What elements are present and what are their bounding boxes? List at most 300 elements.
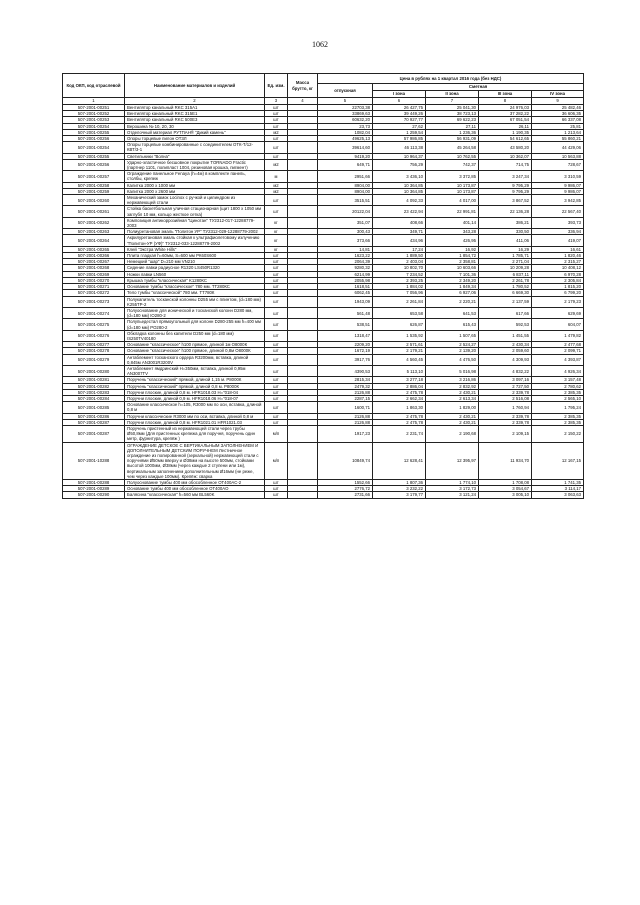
cell-zone3-price: 2 430,34	[479, 342, 532, 348]
cell-zone4-price: 2 477,68	[532, 342, 584, 348]
price-table	[62, 73, 584, 499]
cell-release-price: 1552,66	[318, 480, 373, 486]
cell-name: Ограждение панельное Fenaya (h=4м) в комплекте панель, столбы, крепеж	[125, 171, 265, 182]
cell-zone1-price: 23 422,94	[373, 206, 426, 217]
cell-release-price: 4390,53	[318, 365, 373, 376]
cell-zone3-price: 411,06	[479, 235, 532, 246]
cell-unit: м2	[265, 188, 288, 194]
cell-release-price: 10849,74	[318, 442, 373, 479]
cell-name: Поручни классические R3000 мм по оси, вставка, длиной 0,8 м	[125, 413, 265, 419]
cell-unit: м/п	[265, 425, 288, 442]
cell-name: Тело тумбы "классической" 780 мм. TT780К	[125, 290, 265, 296]
cell-code: 507-2001-00254	[63, 123, 125, 129]
cell-name: Полукапитель тосканской колонны D255 мм с плинтом, (d=180 мм) K255ТР-2	[125, 296, 265, 307]
cell-release-price: 351,07	[318, 217, 373, 228]
table-row	[63, 492, 584, 498]
cell-zone4-price: 2 385,35	[532, 389, 584, 395]
cell-unit: шт	[265, 206, 288, 217]
cell-release-price: 2776,72	[318, 486, 373, 492]
cell-zone1-price: 653,58	[373, 307, 426, 318]
cell-release-price: 9419,20	[318, 153, 373, 159]
cell-name: Вентилятор канальный RKC 315A1	[125, 105, 265, 111]
table-row	[63, 142, 584, 153]
cell-unit: шт	[265, 111, 288, 117]
cell-zone4-price: 25,81	[532, 123, 584, 129]
cell-zone3-price: 4 832,22	[479, 365, 532, 376]
cell-zone1-price: 1 259,54	[373, 129, 426, 135]
cell-code: 507-2001-00263	[63, 229, 125, 235]
cell-zone1-price: 626,87	[373, 319, 426, 330]
cell-zone3-price: 6 837,11	[479, 271, 532, 277]
cell-zone1-price: 2 475,78	[373, 419, 426, 425]
cell-unit: м	[265, 171, 288, 182]
cell-release-price: 1600,71	[318, 402, 373, 413]
cell-name: Основание "классическое" h100 прямое, длиной 0,8м O8000К	[125, 348, 265, 354]
cell-zone2-price: 2 832,92	[426, 383, 479, 389]
cell-zone3-price: 3 247,34	[479, 171, 532, 182]
header-estimate: Сметная	[373, 84, 584, 91]
cell-unit: шт	[265, 259, 288, 265]
cell-release-price: 2815,34	[318, 377, 373, 383]
cell-code: 507-2001-00266	[63, 253, 125, 259]
cell-zone3-price: 2 109,15	[479, 425, 532, 442]
cell-name: Калитка 2000 x 2600 мм	[125, 188, 265, 194]
cell-zone1-price: 5 113,10	[373, 365, 426, 376]
cell-code: 507-2001-10288	[63, 442, 125, 479]
cell-code: 507-2001-00269	[63, 271, 125, 277]
cell-name: Композиция антикоррозийная "Цинотан" ТУ2312-017-12288779-2003	[125, 217, 265, 228]
cell-zone2-price: 5 016,98	[426, 365, 479, 376]
cell-zone2-price: 16,92	[426, 246, 479, 252]
cell-zone2-price: 2 430,21	[426, 389, 479, 395]
column-number: 7	[426, 98, 479, 105]
cell-code: 507-2001-00276	[63, 330, 125, 341]
cell-zone3-price: 2 261,78	[479, 277, 532, 283]
cell-unit: шт	[265, 365, 288, 376]
header-zone1: I зона	[373, 91, 426, 98]
cell-release-price: 9280,32	[318, 265, 373, 271]
cell-mass	[288, 330, 318, 341]
cell-zone3-price: 2 271,04	[479, 259, 532, 265]
cell-zone1-price: 1 807,36	[373, 480, 426, 486]
table-row	[63, 159, 584, 170]
cell-unit: шт	[265, 142, 288, 153]
cell-zone3-price: 330,50	[479, 229, 532, 235]
cell-zone3-price: 10 362,07	[479, 153, 532, 159]
cell-zone3-price: 6 669,30	[479, 290, 532, 296]
cell-zone2-price: 1 854,72	[426, 253, 479, 259]
cell-name: Немецкий "шар" D=210 мм VN210	[125, 259, 265, 265]
cell-zone4-price: 336,94	[532, 229, 584, 235]
cell-release-price: 33869,63	[318, 111, 373, 117]
header-mass: Масса брутто, кг	[288, 74, 318, 98]
cell-mass	[288, 354, 318, 365]
cell-zone1-price: 1 863,30	[373, 402, 426, 413]
cell-release-price: 2287,15	[318, 395, 373, 401]
cell-unit: шт	[265, 153, 288, 159]
cell-code: 507-2001-00253	[63, 117, 125, 123]
cell-zone1-price: 2 475,78	[373, 413, 426, 419]
column-number-row	[63, 98, 584, 105]
cell-release-price: 6062,45	[318, 290, 373, 296]
cell-code: 507-2001-00280	[63, 365, 125, 376]
column-number: 8	[479, 98, 532, 105]
cell-zone3-price: 16,29	[479, 246, 532, 252]
cell-name: Ударно-эластичное бесшовное покрытие TORNADO Fractic (партнер 1101, полипласт 1004, резиновая крошка, пигмент)	[125, 159, 265, 170]
cell-zone4-price: 36 606,35	[532, 111, 584, 117]
cell-name: Опоры торцевые комбинированные с соединителем ОТК-Т/12-КВТ/3-1	[125, 142, 265, 153]
cell-release-price: 2064,39	[318, 259, 373, 265]
cell-zone1-price: 2 403,04	[373, 259, 426, 265]
cell-release-price: 8904,00	[318, 182, 373, 188]
cell-zone2-price: 7 101,36	[426, 271, 479, 277]
cell-name: Акрилуретановая эмаль стойкая к ультрафиолетовому излучению "Политон-УР (УФ)" ТУ2312-033-12288779-2002	[125, 235, 265, 246]
cell-name: Плита гладкая h=60мм, S=600 мм РК60S600	[125, 253, 265, 259]
cell-zone1-price: 7 056,96	[373, 290, 426, 296]
cell-zone4-price: 3 310,59	[532, 171, 584, 182]
cell-release-price: 2951,66	[318, 171, 373, 182]
cell-code: 507-2001-00254	[63, 142, 125, 153]
cell-zone3-price: 1 780,52	[479, 284, 532, 290]
cell-unit: шт	[265, 419, 288, 425]
column-number: 5	[318, 98, 373, 105]
cell-zone1-price: 10 364,85	[373, 182, 426, 188]
cell-code: 507-2001-00277	[63, 342, 125, 348]
cell-zone2-price: 2 430,21	[426, 413, 479, 419]
column-number: 4	[288, 98, 318, 105]
cell-zone4-price: 2 179,23	[532, 296, 584, 307]
table-row	[63, 235, 584, 246]
cell-name: Антаблемент ямдринский H=350мм, вставка, длиной 0,95м AN3007TV	[125, 365, 265, 376]
cell-zone2-price: 1 507,65	[426, 330, 479, 341]
cell-zone3-price: 592,53	[479, 319, 532, 330]
table-row	[63, 195, 584, 206]
cell-release-price: 1623,22	[318, 253, 373, 259]
cell-code: 507-2001-00282	[63, 383, 125, 389]
column-number: 3	[265, 98, 288, 105]
cell-zone1-price: 27,62	[373, 123, 426, 129]
cell-zone1-price: 3 436,10	[373, 171, 426, 182]
cell-code: 507-2001-00279	[63, 354, 125, 365]
cell-code: 507-2001-00267	[63, 259, 125, 265]
cell-zone3-price: 3 054,67	[479, 486, 532, 492]
cell-zone3-price: 1 451,55	[479, 330, 532, 341]
cell-release-price: 6214,99	[318, 271, 373, 277]
table-row	[63, 354, 584, 365]
cell-unit: шт	[265, 117, 288, 123]
cell-unit: шт	[265, 492, 288, 498]
cell-zone2-price: 641,53	[426, 307, 479, 318]
cell-name: Клей "Экстра White Hills"	[125, 246, 265, 252]
cell-unit: шт	[265, 277, 288, 283]
cell-zone2-price: 4 476,50	[426, 354, 479, 365]
cell-release-price: 39614,60	[318, 142, 373, 153]
cell-zone1-price: 2 886,04	[373, 383, 426, 389]
cell-name: Поручень "классический" прямой, длиной 1,15 м. P8000К	[125, 377, 265, 383]
cell-release-price: 300,43	[318, 229, 373, 235]
cell-code: 507-2001-00285	[63, 402, 125, 413]
cell-zone2-price: 10 173,87	[426, 188, 479, 194]
cell-unit: шт	[265, 486, 288, 492]
cell-zone2-price: 3 121,24	[426, 492, 479, 498]
cell-zone3-price: 54 612,65	[479, 136, 532, 142]
cell-zone1-price: 2 571,61	[373, 342, 426, 348]
cell-name: Полиуретановая эмаль "Политон УР" ТУ2312-029-12288779-2002	[125, 229, 265, 235]
cell-unit: шт	[265, 284, 288, 290]
cell-zone1-price: 3 179,77	[373, 492, 426, 498]
cell-unit: шт	[265, 265, 288, 271]
cell-unit: шт	[265, 383, 288, 389]
cell-zone3-price: 43 580,20	[479, 142, 532, 153]
cell-name: Ножки лавки LN560	[125, 271, 265, 277]
cell-zone1-price: 4 560,45	[373, 354, 426, 365]
cell-mass	[288, 195, 318, 206]
cell-unit: кг	[265, 217, 288, 228]
cell-zone4-price: 12 167,15	[532, 442, 584, 479]
cell-code: 507-2001-00283	[63, 389, 125, 395]
cell-code: 507-2001-00256	[63, 136, 125, 142]
cell-code: 507-2001-00257	[63, 171, 125, 182]
cell-mass	[288, 296, 318, 307]
cell-zone4-price: 25 482,46	[532, 105, 584, 111]
cell-unit: шт	[265, 123, 288, 129]
cell-zone1-price: 434,96	[373, 235, 426, 246]
cell-code: 507-2001-00270	[63, 277, 125, 283]
cell-zone4-price: 6 970,28	[532, 271, 584, 277]
cell-name: Крышка тумбы "классическая" K1280КС	[125, 277, 265, 283]
cell-name: Поручни плоские, длиной 0,8 м. HFR1021.01 HFR1021.03	[125, 419, 265, 425]
cell-name: Вентилятор канальный RKC 500E3	[125, 117, 265, 123]
cell-zone3-price: 26,11	[479, 123, 532, 129]
cell-name: Поручни плоские, длиной 0,9 м. HFR1018.06 H="018-07	[125, 395, 265, 401]
cell-zone3-price: 67 051,54	[479, 117, 532, 123]
table-row	[63, 365, 584, 376]
cell-zone1-price: 2 475,78	[373, 389, 426, 395]
cell-unit: шт	[265, 195, 288, 206]
cell-zone1-price: 2 231,74	[373, 425, 426, 442]
cell-unit: шт	[265, 253, 288, 259]
cell-code: 507-2001-00288	[63, 480, 125, 486]
cell-zone3-price: 24 976,03	[479, 105, 532, 111]
cell-zone2-price: 56 931,09	[426, 136, 479, 142]
cell-name: Калитка 2000 x 1000 мм	[125, 182, 265, 188]
cell-code: 507-2001-00281	[63, 377, 125, 383]
cell-release-price: 1618,51	[318, 284, 373, 290]
cell-release-price: 2055,98	[318, 277, 373, 283]
page-number: 1062	[312, 40, 328, 49]
cell-zone4-price: 3 114,17	[532, 486, 584, 492]
cell-mass	[288, 442, 318, 479]
cell-unit: шт	[265, 342, 288, 348]
header-name: Наименование материалов и изделий	[125, 74, 265, 98]
cell-name: Сидение лавки радиусное R1320 LS450R1320	[125, 265, 265, 271]
cell-unit: шт	[265, 348, 288, 354]
cell-code: 507-2001-00255	[63, 153, 125, 159]
cell-release-price: 49625,13	[318, 136, 373, 142]
table-body	[63, 105, 584, 499]
cell-zone4-price: 2 150,22	[532, 425, 584, 442]
cell-zone1-price: 10 364,85	[373, 188, 426, 194]
cell-code: 507-2001-00271	[63, 284, 125, 290]
cell-release-price: 22703,38	[318, 105, 373, 111]
cell-mass	[288, 171, 318, 182]
column-number: 9	[532, 98, 584, 105]
cell-unit: шт	[265, 402, 288, 413]
cell-zone3-price: 9 795,29	[479, 182, 532, 188]
cell-zone1-price: 3 277,18	[373, 377, 426, 383]
cell-zone4-price: 4 393,87	[532, 354, 584, 365]
cell-zone4-price: 2 385,35	[532, 419, 584, 425]
cell-zone2-price: 22 991,81	[426, 206, 479, 217]
cell-zone1-price: 12 628,41	[373, 442, 426, 479]
cell-zone1-price: 10 802,70	[373, 265, 426, 271]
cell-zone1-price: 1 884,02	[373, 284, 426, 290]
cell-release-price: 373,66	[318, 235, 373, 246]
cell-name: Полупьедестал прямоугольный для колонн D280-255 мм h=400 мм (d=180 мм) PO280-2	[125, 319, 265, 330]
cell-release-price: 1672,19	[318, 348, 373, 354]
cell-zone4-price: 1 741,35	[532, 480, 584, 486]
cell-zone4-price: 3 063,63	[532, 492, 584, 498]
cell-release-price: 2126,88	[318, 389, 373, 395]
table-row	[63, 206, 584, 217]
cell-zone3-price: 1 190,35	[479, 129, 532, 135]
cell-zone2-price: 10 762,55	[426, 153, 479, 159]
cell-zone4-price: 9 986,07	[532, 188, 584, 194]
cell-code: 507-2001-00255	[63, 129, 125, 135]
cell-name: Вентилятор канальный RKC 315E1	[125, 111, 265, 117]
cell-zone2-price: 2 358,81	[426, 259, 479, 265]
cell-release-price: 561,48	[318, 307, 373, 318]
cell-code: 507-2001-00251	[63, 105, 125, 111]
cell-zone2-price: 10 173,87	[426, 182, 479, 188]
table-row	[63, 330, 584, 341]
cell-zone1-price: 3 232,22	[373, 486, 426, 492]
cell-release-price: 2731,66	[318, 492, 373, 498]
cell-name: Поручни плоские, длиной 0,8 м. HFR1018.03 H="018-04	[125, 389, 265, 395]
cell-release-price: 2479,32	[318, 383, 373, 389]
cell-unit: м/п	[265, 442, 288, 479]
cell-zone2-price: 1 849,34	[426, 284, 479, 290]
cell-name: Опоры торцевые пилон ОТ3Л	[125, 136, 265, 142]
cell-zone1-price: 1 535,92	[373, 330, 426, 341]
cell-code: 507-2001-00274	[63, 307, 125, 318]
cell-code: 507-2001-00273	[63, 296, 125, 307]
cell-release-price: 2126,88	[318, 413, 373, 419]
cell-unit: шт	[265, 480, 288, 486]
cell-zone3-price: 3 005,10	[479, 492, 532, 498]
cell-zone2-price: 69 622,23	[426, 117, 479, 123]
cell-name: Основание тумбы "классическое" 780 мм. TT280КС	[125, 284, 265, 290]
cell-release-price: 23,73	[318, 123, 373, 129]
cell-zone2-price: 742,37	[426, 159, 479, 170]
cell-zone4-price: 4 926,34	[532, 365, 584, 376]
cell-name: Поручень "классический" прямой, длиной 0,8 м. P8000К	[125, 383, 265, 389]
cell-name: Стойка баскетбольная уличная стационарная (щит 1800 x 1050 мм заглубл 10 мм, кольцо жесткое сетка)	[125, 206, 265, 217]
cell-zone2-price: 45 264,58	[426, 142, 479, 153]
cell-release-price: 2209,20	[318, 342, 373, 348]
cell-zone2-price: 6 927,06	[426, 290, 479, 296]
cell-zone4-price: 3 157,48	[532, 377, 584, 383]
cell-zone1-price: 7 234,52	[373, 271, 426, 277]
cell-code: 507-2001-00261	[63, 206, 125, 217]
cell-mass	[288, 235, 318, 246]
cell-zone4-price: 1 795,24	[532, 402, 584, 413]
cell-zone4-price: 55 860,21	[532, 136, 584, 142]
cell-mass	[288, 142, 318, 153]
cell-zone1-price: 408,66	[373, 217, 426, 228]
cell-zone3-price: 2 339,78	[479, 413, 532, 419]
cell-unit: шт	[265, 307, 288, 318]
cell-code: 507-2001-00284	[63, 395, 125, 401]
cell-release-price: 1082,04	[318, 129, 373, 135]
header-zone4: IV зона	[532, 91, 584, 98]
cell-zone4-price: 16,61	[532, 246, 584, 252]
cell-zone2-price: 2 220,21	[426, 296, 479, 307]
cell-zone4-price: 2 315,27	[532, 259, 584, 265]
header-zone2: II зона	[426, 91, 479, 98]
cell-name: Механический замок Locinox с ручкой и цилиндром из нержавеющей стали	[125, 195, 265, 206]
cell-zone2-price: 2 190,68	[426, 425, 479, 442]
cell-zone3-price: 2 137,59	[479, 296, 532, 307]
cell-unit: шт	[265, 290, 288, 296]
cell-zone2-price: 10 603,66	[426, 265, 479, 271]
cell-code: 507-2001-00278	[63, 348, 125, 354]
cell-code: 507-2001-00287	[63, 419, 125, 425]
cell-unit: шт	[265, 296, 288, 307]
cell-unit: шт	[265, 389, 288, 395]
cell-zone2-price: 4 017,00	[426, 195, 479, 206]
cell-code: 507-2001-00287	[63, 425, 125, 442]
cell-code: 507-2001-00258	[63, 182, 125, 188]
cell-zone2-price: 2 613,34	[426, 395, 479, 401]
table-row	[63, 442, 584, 479]
cell-zone2-price: 3 372,85	[426, 171, 479, 182]
cell-code: 507-2001-00260	[63, 195, 125, 206]
cell-zone2-price: 2 524,27	[426, 342, 479, 348]
cell-zone3-price: 1 708,08	[479, 480, 532, 486]
cell-code: 507-2001-00268	[63, 265, 125, 271]
cell-mass	[288, 492, 318, 498]
table-row	[63, 425, 584, 442]
cell-zone3-price: 1 785,71	[479, 253, 532, 259]
cell-unit: шт	[265, 395, 288, 401]
cell-zone4-price: 1 820,46	[532, 253, 584, 259]
cell-unit: шт	[265, 354, 288, 365]
cell-zone1-price: 2 662,34	[373, 395, 426, 401]
table-row	[63, 217, 584, 228]
cell-zone3-price: 714,75	[479, 159, 532, 170]
cell-zone1-price: 756,29	[373, 159, 426, 170]
cell-zone2-price: 25 041,30	[426, 105, 479, 111]
cell-code: 507-2001-00259	[63, 188, 125, 194]
cell-unit: шт	[265, 319, 288, 330]
cell-zone3-price: 2 727,50	[479, 383, 532, 389]
cell-zone1-price: 4 092,33	[373, 195, 426, 206]
cell-release-price: 1943,09	[318, 296, 373, 307]
cell-zone3-price: 1 760,94	[479, 402, 532, 413]
table-row	[63, 171, 584, 182]
cell-name: Верошина № 10, 20, 30	[125, 123, 265, 129]
cell-unit: кг	[265, 246, 288, 252]
cell-zone4-price: 2 385,35	[532, 413, 584, 419]
cell-name: Отделочный материал РУТПАН® "Дикий камень"	[125, 129, 265, 135]
cell-release-price: 538,51	[318, 319, 373, 330]
cell-code: 507-2001-00275	[63, 319, 125, 330]
cell-code: 507-2001-00289	[63, 486, 125, 492]
column-number: 2	[125, 98, 265, 105]
cell-code: 507-2001-00272	[63, 290, 125, 296]
cell-mass	[288, 402, 318, 413]
